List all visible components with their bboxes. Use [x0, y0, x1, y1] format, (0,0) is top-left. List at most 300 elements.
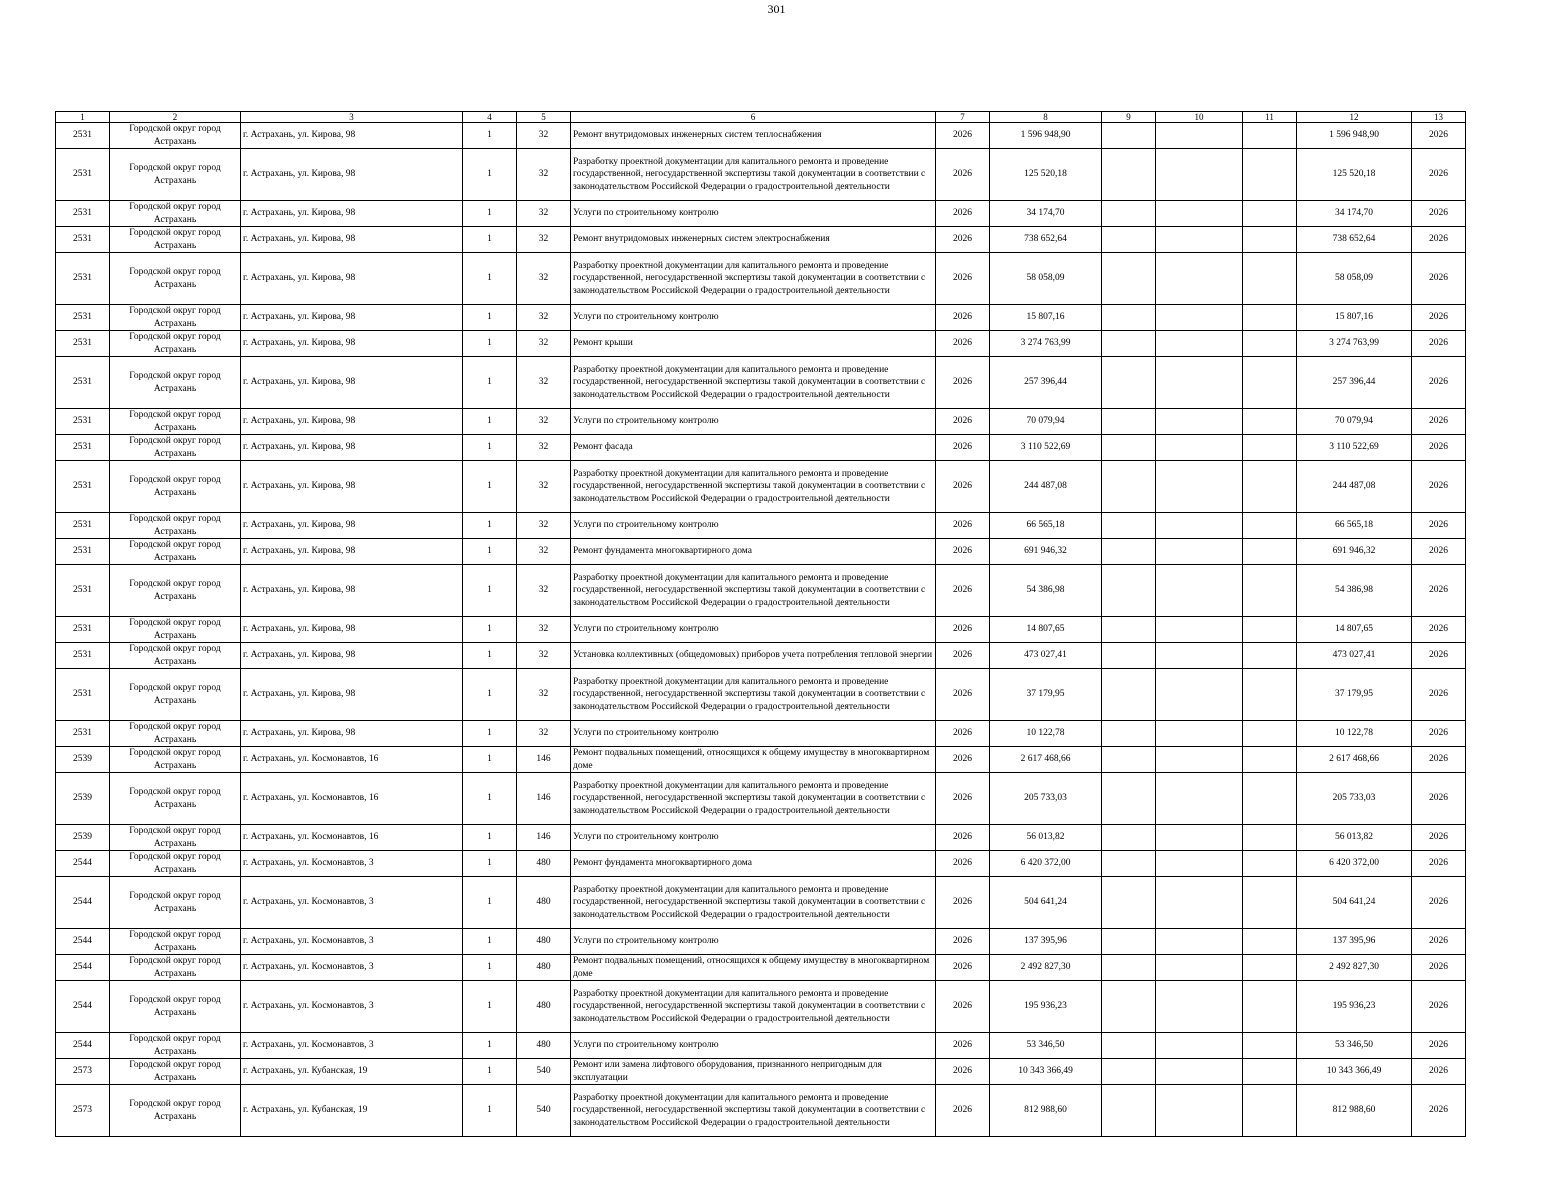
cell-col5: 32 — [517, 721, 571, 747]
cell-col5: 146 — [517, 773, 571, 825]
cell-cost-total: 3 110 522,69 — [1297, 435, 1412, 461]
cell-cost: 3 110 522,69 — [990, 435, 1102, 461]
cell-cost: 54 386,98 — [990, 565, 1102, 617]
cell-address: г. Астрахань, ул. Космонавтов, 16 — [241, 747, 463, 773]
cell-cost-total: 10 343 366,49 — [1297, 1059, 1412, 1085]
cell-address: г. Астрахань, ул. Кирова, 98 — [241, 565, 463, 617]
cell-col4: 1 — [463, 1033, 517, 1059]
cell-col5: 146 — [517, 825, 571, 851]
cell-col11 — [1243, 331, 1297, 357]
cell-year-end: 2026 — [1412, 513, 1466, 539]
cell-number: 2531 — [56, 721, 110, 747]
page-number: 301 — [767, 2, 786, 16]
cell-year-end: 2026 — [1412, 877, 1466, 929]
cell-number: 2544 — [56, 877, 110, 929]
cell-year: 2026 — [936, 877, 990, 929]
column-header: 8 — [990, 112, 1102, 123]
column-header: 5 — [517, 112, 571, 123]
cell-col10 — [1156, 253, 1243, 305]
cell-municipality: Городской округ город Астрахань — [110, 331, 241, 357]
cell-year-end: 2026 — [1412, 331, 1466, 357]
cell-address: г. Астрахань, ул. Космонавтов, 16 — [241, 773, 463, 825]
cell-address: г. Астрахань, ул. Кирова, 98 — [241, 617, 463, 643]
cell-number: 2531 — [56, 305, 110, 331]
cell-col11 — [1243, 747, 1297, 773]
cell-col10 — [1156, 513, 1243, 539]
cell-year: 2026 — [936, 253, 990, 305]
cell-year: 2026 — [936, 773, 990, 825]
cell-cost-total: 10 122,78 — [1297, 721, 1412, 747]
cell-col11 — [1243, 253, 1297, 305]
cell-work-type: Ремонт крыши — [571, 331, 936, 357]
cell-col9 — [1102, 409, 1156, 435]
cell-cost: 34 174,70 — [990, 201, 1102, 227]
cell-col10 — [1156, 1085, 1243, 1137]
cell-year-end: 2026 — [1412, 721, 1466, 747]
cell-col11 — [1243, 461, 1297, 513]
table-row — [56, 357, 1466, 409]
cell-municipality: Городской округ город Астрахань — [110, 409, 241, 435]
cell-municipality: Городской округ город Астрахань — [110, 149, 241, 201]
cell-col5: 32 — [517, 565, 571, 617]
cell-cost: 10 343 366,49 — [990, 1059, 1102, 1085]
cell-col11 — [1243, 1033, 1297, 1059]
cell-col10 — [1156, 409, 1243, 435]
cell-cost-total: 125 520,18 — [1297, 149, 1412, 201]
cell-col4: 1 — [463, 617, 517, 643]
cell-col11 — [1243, 851, 1297, 877]
cell-number: 2573 — [56, 1085, 110, 1137]
table-row — [56, 565, 1466, 617]
cell-year-end: 2026 — [1412, 955, 1466, 981]
cell-year: 2026 — [936, 227, 990, 253]
cell-col5: 540 — [517, 1085, 571, 1137]
cell-year: 2026 — [936, 539, 990, 565]
cell-year: 2026 — [936, 149, 990, 201]
column-header: 4 — [463, 112, 517, 123]
column-header: 7 — [936, 112, 990, 123]
cell-work-type: Разработку проектной документации для капитального ремонта и проведение государственной, негосударственной экспертизы такой документации в соответствии с законодательством Российской Федерации о градостроительной деятельности — [571, 461, 936, 513]
table-row — [56, 747, 1466, 773]
cell-col11 — [1243, 669, 1297, 721]
cell-address: г. Астрахань, ул. Кирова, 98 — [241, 331, 463, 357]
cell-municipality: Городской округ город Астрахань — [110, 825, 241, 851]
cell-col5: 32 — [517, 331, 571, 357]
cell-number: 2531 — [56, 201, 110, 227]
cell-cost-total: 70 079,94 — [1297, 409, 1412, 435]
table-row — [56, 773, 1466, 825]
cell-address: г. Астрахань, ул. Кирова, 98 — [241, 435, 463, 461]
cell-municipality: Городской округ город Астрахань — [110, 721, 241, 747]
table-row — [56, 409, 1466, 435]
cell-cost: 2 492 827,30 — [990, 955, 1102, 981]
cell-address: г. Астрахань, ул. Космонавтов, 3 — [241, 1033, 463, 1059]
table-body — [56, 123, 1466, 1137]
cell-municipality: Городской округ город Астрахань — [110, 227, 241, 253]
cell-col9 — [1102, 123, 1156, 149]
cell-col10 — [1156, 201, 1243, 227]
column-header: 1 — [56, 112, 110, 123]
cell-number: 2531 — [56, 461, 110, 513]
cell-year: 2026 — [936, 721, 990, 747]
cell-year-end: 2026 — [1412, 461, 1466, 513]
cell-year-end: 2026 — [1412, 409, 1466, 435]
cell-col10 — [1156, 435, 1243, 461]
cell-municipality: Городской округ город Астрахань — [110, 617, 241, 643]
cell-col5: 32 — [517, 669, 571, 721]
table-row — [56, 513, 1466, 539]
cell-col10 — [1156, 123, 1243, 149]
cell-cost-total: 54 386,98 — [1297, 565, 1412, 617]
cell-cost: 125 520,18 — [990, 149, 1102, 201]
cell-col11 — [1243, 981, 1297, 1033]
cell-number: 2531 — [56, 565, 110, 617]
cell-cost: 53 346,50 — [990, 1033, 1102, 1059]
cell-col5: 540 — [517, 1059, 571, 1085]
cell-col11 — [1243, 1059, 1297, 1085]
cell-col4: 1 — [463, 357, 517, 409]
table-row — [56, 461, 1466, 513]
cell-col11 — [1243, 201, 1297, 227]
cell-col4: 1 — [463, 539, 517, 565]
cell-year-end: 2026 — [1412, 851, 1466, 877]
repair-program-table — [55, 111, 1466, 1137]
cell-address: г. Астрахань, ул. Кирова, 98 — [241, 149, 463, 201]
cell-col4: 1 — [463, 851, 517, 877]
cell-work-type: Разработку проектной документации для капитального ремонта и проведение государственной, негосударственной экспертизы такой документации в соответствии с законодательством Российской Федерации о градостроительной деятельности — [571, 981, 936, 1033]
cell-number: 2573 — [56, 1059, 110, 1085]
cell-col5: 480 — [517, 1033, 571, 1059]
cell-work-type: Установка коллективных (общедомовых) приборов учета потребления тепловой энергии — [571, 643, 936, 669]
table-row — [56, 123, 1466, 149]
cell-col10 — [1156, 747, 1243, 773]
column-header: 9 — [1102, 112, 1156, 123]
cell-col10 — [1156, 539, 1243, 565]
cell-col9 — [1102, 643, 1156, 669]
column-header: 13 — [1412, 112, 1466, 123]
cell-cost-total: 137 395,96 — [1297, 929, 1412, 955]
cell-municipality: Городской округ город Астрахань — [110, 851, 241, 877]
cell-address: г. Астрахань, ул. Кирова, 98 — [241, 123, 463, 149]
cell-address: г. Астрахань, ул. Кирова, 98 — [241, 513, 463, 539]
cell-col10 — [1156, 305, 1243, 331]
cell-municipality: Городской округ город Астрахань — [110, 357, 241, 409]
cell-work-type: Разработку проектной документации для капитального ремонта и проведение государственной, негосударственной экспертизы такой документации в соответствии с законодательством Российской Федерации о градостроительной деятельности — [571, 669, 936, 721]
cell-address: г. Астрахань, ул. Кубанская, 19 — [241, 1085, 463, 1137]
table-row — [56, 851, 1466, 877]
cell-col5: 32 — [517, 435, 571, 461]
cell-work-type: Разработку проектной документации для капитального ремонта и проведение государственной, негосударственной экспертизы такой документации в соответствии с законодательством Российской Федерации о градостроительной деятельности — [571, 773, 936, 825]
cell-cost: 10 122,78 — [990, 721, 1102, 747]
cell-year: 2026 — [936, 981, 990, 1033]
cell-col11 — [1243, 721, 1297, 747]
cell-col4: 1 — [463, 201, 517, 227]
cell-cost: 473 027,41 — [990, 643, 1102, 669]
cell-work-type: Услуги по строительному контролю — [571, 201, 936, 227]
cell-number: 2531 — [56, 669, 110, 721]
table-row — [56, 617, 1466, 643]
cell-work-type: Разработку проектной документации для капитального ремонта и проведение государственной, негосударственной экспертизы такой документации в соответствии с законодательством Российской Федерации о градостроительной деятельности — [571, 253, 936, 305]
cell-year: 2026 — [936, 513, 990, 539]
cell-municipality: Городской округ город Астрахань — [110, 565, 241, 617]
cell-cost-total: 504 641,24 — [1297, 877, 1412, 929]
cell-year-end: 2026 — [1412, 1085, 1466, 1137]
cell-year: 2026 — [936, 409, 990, 435]
table-row — [56, 149, 1466, 201]
cell-col9 — [1102, 513, 1156, 539]
cell-col11 — [1243, 123, 1297, 149]
cell-municipality: Городской округ город Астрахань — [110, 461, 241, 513]
cell-col4: 1 — [463, 643, 517, 669]
cell-col9 — [1102, 357, 1156, 409]
cell-col9 — [1102, 253, 1156, 305]
cell-col11 — [1243, 149, 1297, 201]
table-row — [56, 643, 1466, 669]
cell-cost-total: 738 652,64 — [1297, 227, 1412, 253]
cell-cost-total: 205 733,03 — [1297, 773, 1412, 825]
cell-work-type: Ремонт или замена лифтового оборудования, признанного непригодным для эксплуатации — [571, 1059, 936, 1085]
cell-number: 2539 — [56, 747, 110, 773]
cell-year: 2026 — [936, 331, 990, 357]
cell-col10 — [1156, 1033, 1243, 1059]
cell-col11 — [1243, 643, 1297, 669]
cell-address: г. Астрахань, ул. Космонавтов, 3 — [241, 929, 463, 955]
table-row — [56, 253, 1466, 305]
cell-col10 — [1156, 721, 1243, 747]
cell-cost-total: 37 179,95 — [1297, 669, 1412, 721]
cell-municipality: Городской округ город Астрахань — [110, 981, 241, 1033]
cell-year: 2026 — [936, 669, 990, 721]
cell-col9 — [1102, 201, 1156, 227]
cell-col4: 1 — [463, 955, 517, 981]
cell-year-end: 2026 — [1412, 539, 1466, 565]
column-header: 12 — [1297, 112, 1412, 123]
cell-col5: 480 — [517, 851, 571, 877]
cell-cost: 137 395,96 — [990, 929, 1102, 955]
cell-cost: 14 807,65 — [990, 617, 1102, 643]
cell-col10 — [1156, 955, 1243, 981]
cell-cost: 257 396,44 — [990, 357, 1102, 409]
cell-address: г. Астрахань, ул. Кирова, 98 — [241, 721, 463, 747]
cell-work-type: Услуги по строительному контролю — [571, 929, 936, 955]
cell-col9 — [1102, 929, 1156, 955]
cell-year: 2026 — [936, 461, 990, 513]
cell-year: 2026 — [936, 1085, 990, 1137]
cell-col11 — [1243, 513, 1297, 539]
cell-number: 2531 — [56, 227, 110, 253]
cell-cost: 504 641,24 — [990, 877, 1102, 929]
column-header: 3 — [241, 112, 463, 123]
cell-address: г. Астрахань, ул. Кирова, 98 — [241, 253, 463, 305]
cell-col11 — [1243, 305, 1297, 331]
cell-cost: 738 652,64 — [990, 227, 1102, 253]
cell-cost: 66 565,18 — [990, 513, 1102, 539]
cell-municipality: Городской округ город Астрахань — [110, 955, 241, 981]
cell-col9 — [1102, 1085, 1156, 1137]
cell-year: 2026 — [936, 1033, 990, 1059]
cell-col10 — [1156, 643, 1243, 669]
cell-work-type: Услуги по строительному контролю — [571, 1033, 936, 1059]
cell-year-end: 2026 — [1412, 747, 1466, 773]
cell-col11 — [1243, 357, 1297, 409]
cell-col10 — [1156, 617, 1243, 643]
cell-cost-total: 2 492 827,30 — [1297, 955, 1412, 981]
cell-col4: 1 — [463, 227, 517, 253]
cell-col10 — [1156, 565, 1243, 617]
cell-year-end: 2026 — [1412, 929, 1466, 955]
cell-col5: 480 — [517, 955, 571, 981]
cell-col4: 1 — [463, 981, 517, 1033]
cell-number: 2531 — [56, 253, 110, 305]
cell-col5: 32 — [517, 643, 571, 669]
cell-number: 2531 — [56, 357, 110, 409]
cell-col10 — [1156, 1059, 1243, 1085]
cell-col5: 32 — [517, 617, 571, 643]
table-row — [56, 669, 1466, 721]
cell-municipality: Городской округ город Астрахань — [110, 123, 241, 149]
cell-address: г. Астрахань, ул. Кирова, 98 — [241, 539, 463, 565]
cell-number: 2531 — [56, 435, 110, 461]
cell-col10 — [1156, 331, 1243, 357]
cell-cost-total: 691 946,32 — [1297, 539, 1412, 565]
cell-work-type: Разработку проектной документации для капитального ремонта и проведение государственной, негосударственной экспертизы такой документации в соответствии с законодательством Российской Федерации о градостроительной деятельности — [571, 565, 936, 617]
cell-number: 2531 — [56, 513, 110, 539]
cell-col4: 1 — [463, 877, 517, 929]
cell-col9 — [1102, 617, 1156, 643]
cell-address: г. Астрахань, ул. Космонавтов, 16 — [241, 825, 463, 851]
table-row — [56, 929, 1466, 955]
table-row — [56, 1085, 1466, 1137]
cell-col11 — [1243, 227, 1297, 253]
cell-year-end: 2026 — [1412, 227, 1466, 253]
cell-municipality: Городской округ город Астрахань — [110, 1085, 241, 1137]
cell-col11 — [1243, 773, 1297, 825]
cell-work-type: Разработку проектной документации для капитального ремонта и проведение государственной, негосударственной экспертизы такой документации в соответствии с законодательством Российской Федерации о градостроительной деятельности — [571, 877, 936, 929]
cell-number: 2531 — [56, 617, 110, 643]
cell-cost-total: 257 396,44 — [1297, 357, 1412, 409]
cell-year: 2026 — [936, 851, 990, 877]
cell-municipality: Городской округ город Астрахань — [110, 1033, 241, 1059]
cell-year-end: 2026 — [1412, 201, 1466, 227]
cell-number: 2531 — [56, 331, 110, 357]
header-row — [56, 112, 1466, 123]
cell-cost-total: 56 013,82 — [1297, 825, 1412, 851]
cell-year-end: 2026 — [1412, 435, 1466, 461]
cell-col9 — [1102, 565, 1156, 617]
cell-year: 2026 — [936, 747, 990, 773]
cell-work-type: Ремонт подвальных помещений, относящихся к общему имуществу в многоквартирном доме — [571, 747, 936, 773]
cell-address: г. Астрахань, ул. Кирова, 98 — [241, 305, 463, 331]
cell-year-end: 2026 — [1412, 357, 1466, 409]
cell-col10 — [1156, 981, 1243, 1033]
cell-cost: 812 988,60 — [990, 1085, 1102, 1137]
cell-col5: 32 — [517, 513, 571, 539]
cell-cost-total: 195 936,23 — [1297, 981, 1412, 1033]
cell-number: 2531 — [56, 409, 110, 435]
table-row — [56, 305, 1466, 331]
cell-address: г. Астрахань, ул. Кирова, 98 — [241, 461, 463, 513]
cell-work-type: Разработку проектной документации для капитального ремонта и проведение государственной, негосударственной экспертизы такой документации в соответствии с законодательством Российской Федерации о градостроительной деятельности — [571, 357, 936, 409]
cell-col9 — [1102, 955, 1156, 981]
cell-work-type: Услуги по строительному контролю — [571, 305, 936, 331]
cell-municipality: Городской округ город Астрахань — [110, 877, 241, 929]
cell-year-end: 2026 — [1412, 773, 1466, 825]
cell-col9 — [1102, 825, 1156, 851]
cell-col4: 1 — [463, 409, 517, 435]
cell-cost-total: 15 807,16 — [1297, 305, 1412, 331]
cell-work-type: Разработку проектной документации для капитального ремонта и проведение государственной, негосударственной экспертизы такой документации в соответствии с законодательством Российской Федерации о градостроительной деятельности — [571, 149, 936, 201]
cell-cost-total: 66 565,18 — [1297, 513, 1412, 539]
cell-municipality: Городской округ город Астрахань — [110, 669, 241, 721]
table-row — [56, 227, 1466, 253]
cell-col9 — [1102, 149, 1156, 201]
cell-col4: 1 — [463, 565, 517, 617]
cell-year-end: 2026 — [1412, 981, 1466, 1033]
cell-cost-total: 473 027,41 — [1297, 643, 1412, 669]
cell-col9 — [1102, 851, 1156, 877]
cell-col4: 1 — [463, 669, 517, 721]
cell-col5: 146 — [517, 747, 571, 773]
cell-cost: 15 807,16 — [990, 305, 1102, 331]
cell-col10 — [1156, 227, 1243, 253]
cell-year: 2026 — [936, 643, 990, 669]
table-row — [56, 539, 1466, 565]
cell-year: 2026 — [936, 929, 990, 955]
cell-address: г. Астрахань, ул. Космонавтов, 3 — [241, 877, 463, 929]
cell-year-end: 2026 — [1412, 123, 1466, 149]
cell-cost: 205 733,03 — [990, 773, 1102, 825]
cell-col5: 32 — [517, 539, 571, 565]
cell-cost-total: 1 596 948,90 — [1297, 123, 1412, 149]
cell-year: 2026 — [936, 617, 990, 643]
cell-cost-total: 244 487,08 — [1297, 461, 1412, 513]
cell-work-type: Услуги по строительному контролю — [571, 825, 936, 851]
cell-number: 2544 — [56, 955, 110, 981]
cell-municipality: Городской округ город Астрахань — [110, 513, 241, 539]
cell-col4: 1 — [463, 1059, 517, 1085]
cell-col9 — [1102, 981, 1156, 1033]
cell-number: 2544 — [56, 851, 110, 877]
cell-year: 2026 — [936, 305, 990, 331]
cell-col10 — [1156, 851, 1243, 877]
cell-number: 2539 — [56, 773, 110, 825]
column-header: 2 — [110, 112, 241, 123]
column-header: 6 — [571, 112, 936, 123]
cell-col10 — [1156, 929, 1243, 955]
cell-work-type: Ремонт внутридомовых инженерных систем теплоснабжения — [571, 123, 936, 149]
cell-year-end: 2026 — [1412, 149, 1466, 201]
cell-address: г. Астрахань, ул. Космонавтов, 3 — [241, 851, 463, 877]
cell-municipality: Городской округ город Астрахань — [110, 253, 241, 305]
cell-col10 — [1156, 773, 1243, 825]
cell-col4: 1 — [463, 305, 517, 331]
cell-col4: 1 — [463, 435, 517, 461]
cell-cost: 691 946,32 — [990, 539, 1102, 565]
cell-work-type: Услуги по строительному контролю — [571, 409, 936, 435]
cell-work-type: Ремонт фундамента многоквартирного дома — [571, 539, 936, 565]
cell-col9 — [1102, 461, 1156, 513]
cell-col9 — [1102, 227, 1156, 253]
cell-year: 2026 — [936, 357, 990, 409]
cell-address: г. Астрахань, ул. Кирова, 98 — [241, 643, 463, 669]
cell-cost: 70 079,94 — [990, 409, 1102, 435]
table-row — [56, 825, 1466, 851]
cell-col5: 480 — [517, 877, 571, 929]
cell-cost: 6 420 372,00 — [990, 851, 1102, 877]
cell-year-end: 2026 — [1412, 253, 1466, 305]
cell-cost-total: 3 274 763,99 — [1297, 331, 1412, 357]
cell-col4: 1 — [463, 825, 517, 851]
